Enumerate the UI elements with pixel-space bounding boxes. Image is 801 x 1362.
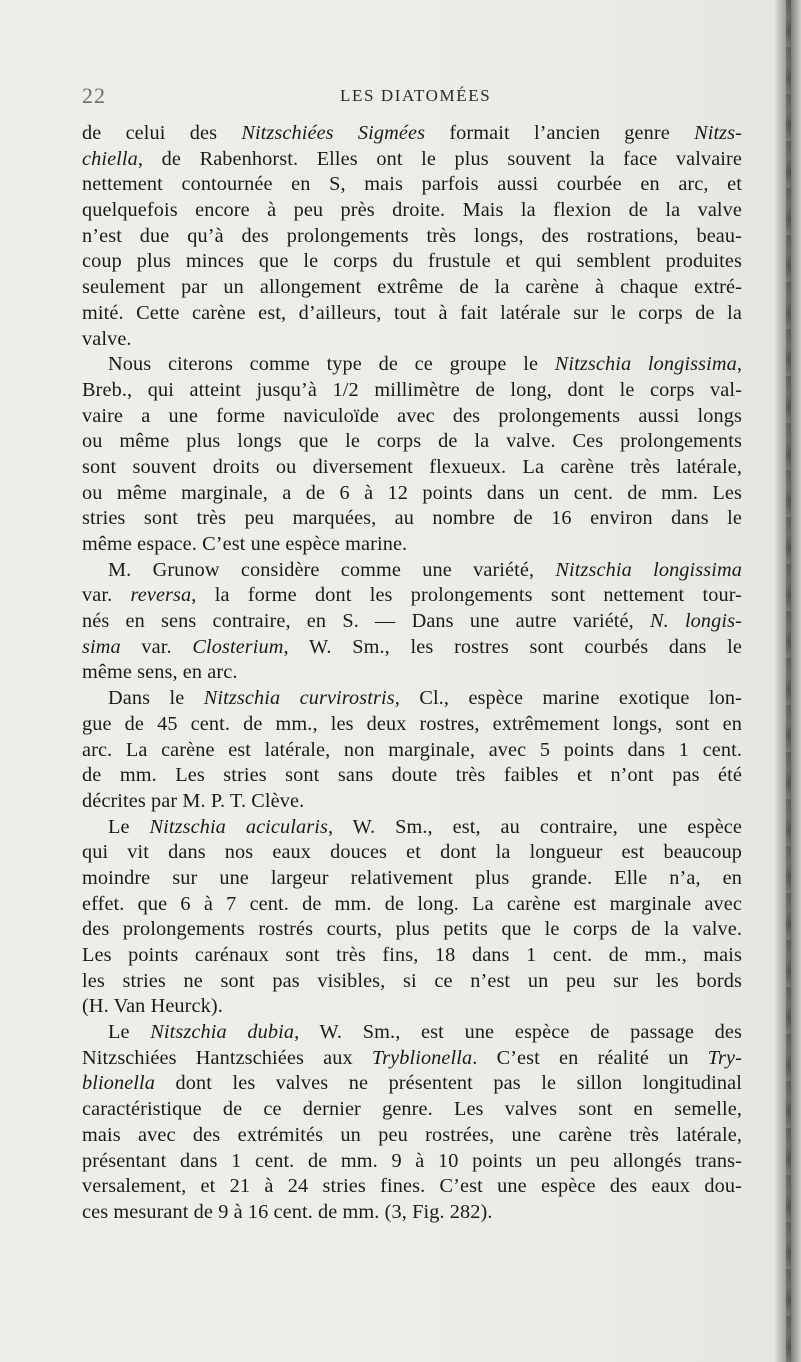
paragraph-p2 [82,352,742,558]
text-line [82,429,742,455]
text-line [82,558,742,584]
text-line [82,686,742,712]
text-line [82,583,742,609]
text-segment: formait l’ancien genre [425,122,695,144]
text-segment: quelquefois encore à peu près droite. Mais la flexion de la valve [82,199,742,222]
text-segment: gue de 45 cent. de mm., les deux rostres, extrêmement longs, sont en [82,712,742,735]
running-title: LES DIATOMÉES [340,86,492,105]
text-segment: , de Rabenhorst. Elles ont le plus souvent la face valvaire [137,147,742,170]
text-segment: (H. Van Heurck). [82,995,223,1018]
text-line [82,275,742,301]
page-number: 22 [82,83,106,108]
italic-term: Nitzschia curvirostris [203,687,395,710]
text-segment: , W. Sm., est, au contraire, une espèce [327,815,743,838]
text-segment: nettement contournée en S, mais parfois aussi courbée en arc, et [82,173,742,196]
italic-term: reversa [130,584,192,607]
italic-term: Nitzschia longissima [555,558,742,581]
text-line [82,327,742,353]
text-segment: , W. Sm., les rostres sont courbés dans le [283,635,742,658]
italic-term: N. longis- [649,610,742,633]
text-line [82,1149,742,1175]
paragraph-p6 [82,1020,742,1226]
text-segment: les stries ne sont pas visibles, si ce n’est un peu sur les bords [82,969,742,992]
text-segment: qui vit dans nos eaux douces et dont la longueur est beaucoup [82,841,742,864]
italic-term: Nitzschia longissima [554,353,737,376]
text-segment: n’est due qu’à des prolongements très longs, des rostrations, beau- [82,224,742,247]
text-line [82,121,742,147]
text-segment: Breb., qui atteint jusqu’à 1/2 millimètre de long, dont le corps val- [82,378,742,401]
text-line [82,378,742,404]
page-header [82,83,737,113]
text-segment: versalement, et 21 à 24 stries fines. C’est une espèce des eaux dou- [82,1175,742,1198]
text-line [82,815,742,841]
text-line [82,969,742,995]
text-segment: , Cl., espèce marine exotique lon- [394,687,742,710]
italic-term: Nitszchia dubia [150,1021,295,1044]
text-line [82,224,742,250]
italic-term: Nitzschiées Sigmées [241,122,426,144]
text-segment: ou même plus longs que le corps de la valve. Ces prolongements [82,430,742,453]
text-line [82,404,742,430]
text-segment: stries sont très peu marquées, au nombre de 16 environ dans le [82,507,742,530]
page-binding-edge [786,0,791,1362]
paragraph-p4 [82,686,742,814]
text-line [82,455,742,481]
text-line [82,994,742,1020]
text-segment: des prolongements rostrés courts, plus petits que le corps de la valve. [82,918,742,941]
text-line [82,481,742,507]
text-segment: , W. Sm., est une espèce de passage des [294,1021,742,1044]
text-segment: ces mesurant de 9 à 16 cent. de mm. (3, Fig. 282). [82,1200,493,1223]
text-line [82,147,742,173]
paragraph-p5 [82,815,742,1021]
text-segment: mité. Cette carène est, d’ailleurs, tout à fait latérale sur le corps de la [82,301,742,324]
italic-term: Tryblionella [371,1046,473,1069]
text-line [82,917,742,943]
text-line [82,763,742,789]
text-segment: Nous citerons comme type de ce groupe le [108,353,555,376]
text-line [82,532,742,558]
text-line [82,506,742,532]
text-segment: de celui des [82,122,242,144]
text-line [82,609,742,635]
italic-term: Nitzschia acicularis [149,815,328,838]
text-segment: caractéristique de ce dernier genre. Les valves sont en semelle, [82,1098,742,1121]
italic-term: chiella [82,147,138,170]
text-segment: ou même marginale, a de 6 à 12 points dans un cent. de mm. Les [82,481,742,504]
text-segment: Le [108,815,150,838]
text-line [82,1046,742,1072]
text-segment: , la forme dont les prolongements sont nettement tour- [191,584,743,607]
text-segment: moindre sur une largeur relativement plus grande. Elle n’a, en [82,866,742,889]
text-segment: Dans le [108,687,204,710]
text-segment: var. [120,635,193,658]
text-segment: dont les valves ne présentent pas le sillon longitudinal [155,1072,742,1095]
text-line [82,660,742,686]
text-line [82,1200,742,1226]
text-segment: présentant dans 1 cent. de mm. 9 à 10 points un peu allongés trans- [82,1149,742,1172]
italic-term: blionella [82,1072,156,1095]
italic-term: Try- [707,1046,742,1069]
paragraph-p3 [82,558,742,686]
text-line [82,198,742,224]
text-segment: mais avec des extrémités un peu rostrées, une carène très latérale, [82,1123,742,1146]
paragraph-p1 [82,121,742,352]
text-segment: nés en sens contraire, en S. — Dans une autre variété, [82,610,650,633]
italic-term: Nitzs- [694,122,743,144]
text-segment: Nitzschiées Hantzschiées aux [82,1046,372,1069]
text-segment: même espace. C’est une espèce marine. [82,533,408,555]
text-segment: décrites par M. P. T. Clève. [82,789,305,812]
text-line [82,301,742,327]
body-text [82,121,742,1226]
text-line [82,712,742,738]
text-line [82,840,742,866]
italic-term: sima [82,635,121,658]
text-line [82,943,742,969]
text-segment: , [736,353,742,376]
text-line [82,738,742,764]
text-segment: var. [82,584,131,607]
text-line [82,1071,742,1097]
text-line [82,1174,742,1200]
text-segment: Le [108,1021,151,1044]
text-line [82,789,742,815]
text-segment: valve. [82,327,132,350]
text-line [82,892,742,918]
text-segment: même sens, en arc. [82,661,238,684]
text-segment: coup plus minces que le corps du frustule et qui semblent produites [82,250,742,273]
text-line [82,866,742,892]
text-line [82,172,742,198]
text-segment: M. Grunow considère comme une variété, [108,558,556,581]
text-segment: . C’est en réalité un [472,1046,708,1069]
text-segment: vaire a une forme naviculoïde avec des prolongements aussi longs [82,404,742,427]
text-segment: arc. La carène est latérale, non marginale, avec 5 points dans 1 cent. [82,738,742,761]
text-line [82,352,742,378]
italic-term: Closterium [192,635,284,658]
text-line [82,1097,742,1123]
text-line [82,635,742,661]
text-line [82,1123,742,1149]
text-segment: effet. que 6 à 7 cent. de mm. de long. La carène est marginale avec [82,892,742,915]
text-line [82,249,742,275]
text-line [82,1020,742,1046]
text-segment: sont souvent droits ou diversement flexueux. La carène très latérale, [82,455,742,478]
text-segment: de mm. Les stries sont sans doute très faibles et n’ont pas été [82,764,742,787]
text-segment: Les points carénaux sont très fins, 18 dans 1 cent. de mm., mais [82,944,742,966]
text-segment: seulement par un allongement extrême de la carène à chaque extré- [82,276,742,299]
